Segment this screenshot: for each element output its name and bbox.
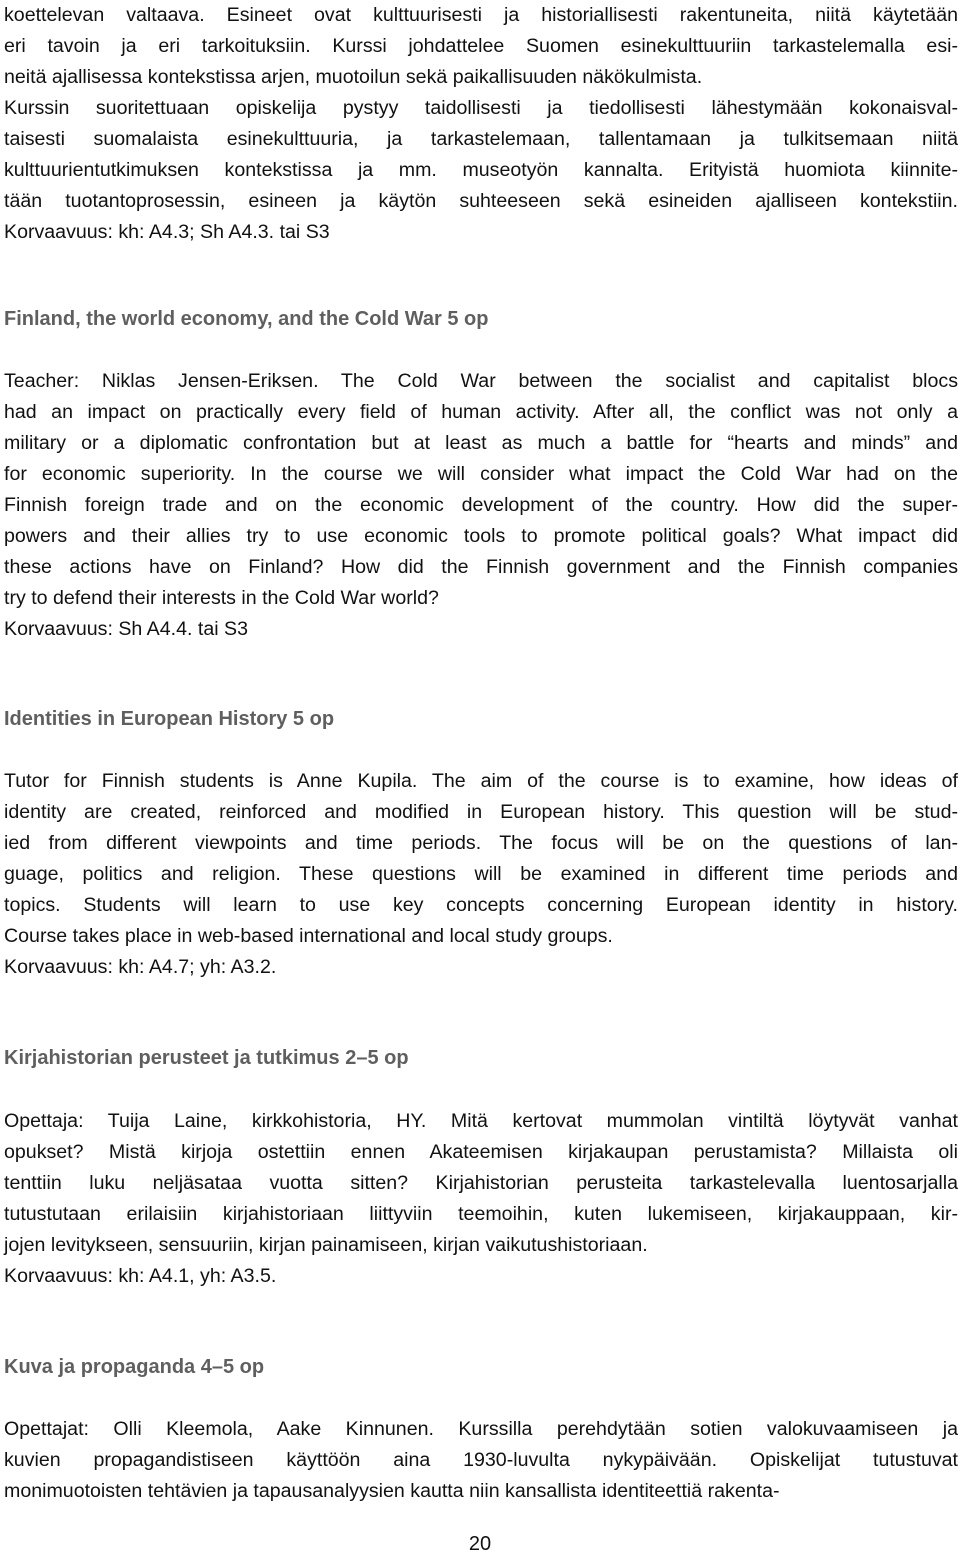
text-line: powers and their allies try to use economic tools to promote political goals? What impact did [4,525,958,547]
text-line: Korvaavuus: kh: A4.3; Sh A4.3. tai S3 [4,221,330,243]
text-line: tutustutaan erilaisiin kirjahistoriaan liittyviin teemoihin, kuten lukemiseen, kirjakauppaan, kir- [4,1203,958,1225]
section-body-kirjahistoria [4,1106,958,1292]
text-line: for economic superiority. In the course we will consider what impact the Cold War had on the [4,463,958,485]
section-heading-identities: Identities in European History 5 op [4,708,335,730]
text-line: kuvien propagandistiseen käyttöön aina 1930-luvulta nykypäivään. Opiskelijat tutustuvat [4,1449,958,1471]
section-body-kuva-propaganda [4,1414,958,1507]
text-line: Korvaavuus: kh: A4.1, yh: A3.5. [4,1265,277,1287]
text-line: ied from different viewpoints and time periods. The focus will be on the questions of lan- [4,832,958,854]
section-heading-kuva-propaganda: Kuva ja propaganda 4–5 op [4,1356,265,1378]
text-line: Kurssin suoritettuaan opiskelija pystyy taidollisesti ja tiedollisesti lähestymään kokonaisval- [4,97,958,119]
text-line: jojen levitykseen, sensuuriin, kirjan painamiseen, kirjan vaikutushistoriaan. [4,1234,648,1256]
text-line: identity are created, reinforced and modified in European history. This question will be stud- [4,801,958,823]
text-line: Course takes place in web-based international and local study groups. [4,925,613,947]
text-line: guage, politics and religion. These questions will be examined in different time periods and [4,863,958,885]
section-body-identities [4,766,958,983]
text-line: eri tavoin ja eri tarkoituksiin. Kurssi johdattelee Suomen esinekulttuuriin tarkastelemalla esi- [4,35,958,57]
text-line: tään tuotantoprosessin, esineen ja käytön suhteeseen sekä esineiden ajalliseen kontekstiin. [4,190,958,212]
text-line: kulttuurientutkimuksen kontekstissa ja mm. museotyön kannalta. Erityistä huomiota kiinnite- [4,159,958,181]
text-line: koettelevan valtaava. Esineet ovat kulttuurisesti ja historiallisesti rakentuneita, niitä käytetään [4,4,958,26]
text-line: military or a diplomatic confrontation but at least as much a battle for “hearts and minds” and [4,432,958,454]
section-heading-kirjahistoria: Kirjahistorian perusteet ja tutkimus 2–5 op [4,1047,409,1069]
text-line: these actions have on Finland? How did the Finnish government and the Finnish companies [4,556,958,578]
section-body-cold-war [4,366,958,645]
text-line: try to defend their interests in the Cold War world? [4,587,439,609]
text-line: Opettaja: Tuija Laine, kirkkohistoria, HY. Mitä kertovat mummolan vintiltä löytyvät vanhat [4,1110,958,1132]
text-line: tenttiin luku neljäsataa vuotta sitten? Kirjahistorian perusteita tarkastelevalla luentosarjalla [4,1172,958,1194]
text-line: Teacher: Niklas Jensen-Eriksen. The Cold War between the socialist and capitalist blocs [4,370,958,392]
text-line: Opettajat: Olli Kleemola, Aake Kinnunen. Kurssilla perehdytään sotien valokuvaamiseen ja [4,1418,958,1440]
section-heading-cold-war: Finland, the world economy, and the Cold War 5 op [4,308,489,330]
intro-paragraph [4,0,958,248]
text-line: monimuotoisten tehtävien ja tapausanalyysien kautta niin kansallista identiteettiä rakenta- [4,1480,780,1502]
text-line: Tutor for Finnish students is Anne Kupila. The aim of the course is to examine, how ideas of [4,770,958,792]
text-line: Finnish foreign trade and on the economic development of the country. How did the super- [4,494,958,516]
text-line: Korvaavuus: Sh A4.4. tai S3 [4,618,248,640]
text-line: had an impact on practically every field of human activity. After all, the conflict was not only a [4,401,958,423]
text-line: opukset? Mistä kirjoja ostettiin ennen Akateemisen kirjakaupan perustamista? Millaista oli [4,1141,958,1163]
text-line: Korvaavuus: kh: A4.7; yh: A3.2. [4,956,277,978]
text-line: taisesti suomalaista esinekulttuuria, ja tarkastelemaan, tallentamaan ja tulkitsemaan niitä [4,128,958,150]
text-line: topics. Students will learn to use key concepts concerning European identity in history. [4,894,958,916]
page-number: 20 [468,1533,492,1555]
text-line: neitä ajallisessa kontekstissa arjen, muotoilun sekä paikallisuuden näkökulmista. [4,66,703,88]
